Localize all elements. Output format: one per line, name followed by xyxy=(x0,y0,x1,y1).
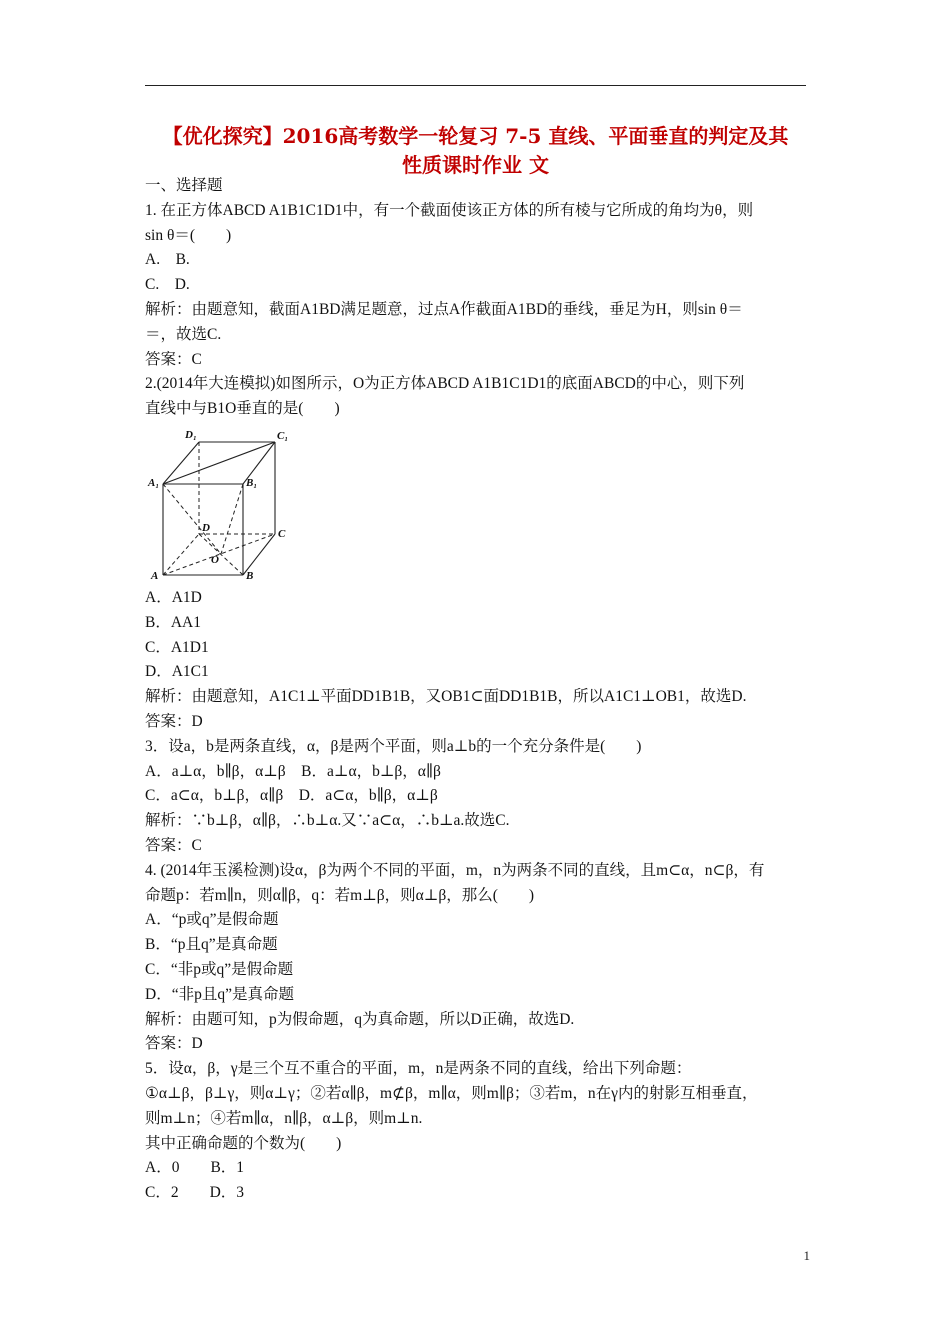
text-line: sin θ＝( ) xyxy=(145,226,232,244)
cube-figure xyxy=(145,424,295,580)
header-rule xyxy=(145,85,806,86)
label-a1: A₁ xyxy=(148,476,160,489)
text-line: 答案：C xyxy=(145,350,202,368)
text-line: 则m⊥n；④若m∥α，n∥β，α⊥β，则m⊥n. xyxy=(145,1109,423,1127)
text-line: D．A1C1 xyxy=(145,663,209,681)
document-body xyxy=(145,174,810,1206)
text-line: A．a⊥α，b∥β，α⊥β B．a⊥α，b⊥β，α∥β xyxy=(145,762,441,780)
label-d: D xyxy=(202,521,210,534)
text-line: D．“非p且q”是真命题 xyxy=(145,985,294,1003)
hidden-segment-a1o xyxy=(163,484,221,554)
document-title xyxy=(145,122,806,180)
text-line: C. D. xyxy=(145,276,190,294)
text-line: 答案：D xyxy=(145,1035,203,1053)
text-line: 解析：∵b⊥β，α∥β，∴b⊥α.又∵a⊂α，∴b⊥a.故选C. xyxy=(145,812,510,830)
edge-bc xyxy=(243,534,275,575)
text-line: 解析：由题可知，p为假命题，q为真命题，所以D正确，故选D. xyxy=(145,1010,575,1028)
text-line: A. B. xyxy=(145,251,190,269)
text-line: ＝，故选C. xyxy=(145,325,222,343)
label-d1: D₁ xyxy=(185,428,197,441)
text-line: 4. (2014年玉溪检测)设α，β为两个不同的平面，m，n为两条不同的直线，且m⊂α，n⊂β，有 xyxy=(145,861,765,879)
diagonal-a1c1 xyxy=(163,442,275,484)
text-line: B．“p且q”是真命题 xyxy=(145,936,278,954)
text-line: ①α⊥β，β⊥γ，则α⊥γ；②若α∥β，m⊄β，m∥α，则m∥β；③若m，n在γ内的射影互相垂直， xyxy=(145,1084,758,1102)
page-number: 1 xyxy=(803,1248,810,1263)
text-line: C．“非p或q”是假命题 xyxy=(145,960,294,978)
text-line: A．“p或q”是假命题 xyxy=(145,911,279,929)
cube-diagram xyxy=(145,424,295,580)
text-line: A．0 B．1 xyxy=(145,1159,245,1177)
text-line: 2.(2014年大连模拟)如图所示，O为正方体ABCD A1B1C1D1的底面ABCD的中心，则下列 xyxy=(145,375,745,393)
text-line: 答案：C xyxy=(145,836,202,854)
text-line: C．A1D1 xyxy=(145,638,209,656)
text-line: 其中正确命题的个数为( ) xyxy=(145,1134,342,1152)
label-b1: B₁ xyxy=(246,476,258,489)
text-line: C．2 D．3 xyxy=(145,1184,245,1202)
text-line: 3．设a，b是两条直线，α，β是两个平面，则a⊥b的一个充分条件是( ) xyxy=(145,737,642,755)
hidden-diagonal-bd xyxy=(199,534,243,575)
title-line-2: 性质课时作业 文 xyxy=(402,153,549,177)
hidden-diagonal-ac xyxy=(163,534,275,575)
label-a: A xyxy=(151,569,159,580)
text-line: 5．设α，β，γ是三个互不重合的平面，m，n是两条不同的直线，给出下列命题： xyxy=(145,1060,692,1078)
text-line: 命题p：若m∥n，则α∥β，q：若m⊥β，则α⊥β，那么( ) xyxy=(145,886,535,904)
text-line: 解析：由题意知，A1C1⊥平面DD1B1B，又OB1⊂面DD1B1B，所以A1C1⊥OB1，故选D. xyxy=(145,688,747,706)
title-line-1: 【优化探究】2016高考数学一轮复习 7-5 直线、平面垂直的判定及其 xyxy=(162,124,789,148)
text-line: B．AA1 xyxy=(145,613,201,631)
text-line: 1. 在正方体ABCD A1B1C1D1中，有一个截面使该正方体的所有棱与它所成的角均为θ，则 xyxy=(145,201,754,219)
text-line: A．A1D xyxy=(145,588,202,606)
text-line: C．a⊂α，b⊥β，α∥β D．a⊂α，b∥β，α⊥β xyxy=(145,787,438,805)
hidden-edge-ad xyxy=(163,534,199,575)
label-c: C xyxy=(278,527,286,540)
label-o: O xyxy=(211,553,219,566)
text-line: 解析：由题意知，截面A1BD满足题意，过点A作截面A1BD的垂线，垂足为H，则sin θ＝ xyxy=(145,300,743,318)
text-line: 答案：D xyxy=(145,712,203,730)
section-heading: 一、选择题 xyxy=(145,177,223,194)
label-c1: C₁ xyxy=(277,429,289,442)
text-line: 直线中与B1O垂直的是( ) xyxy=(145,400,340,418)
hidden-segment-b1o xyxy=(221,484,243,554)
label-b: B xyxy=(246,569,254,580)
